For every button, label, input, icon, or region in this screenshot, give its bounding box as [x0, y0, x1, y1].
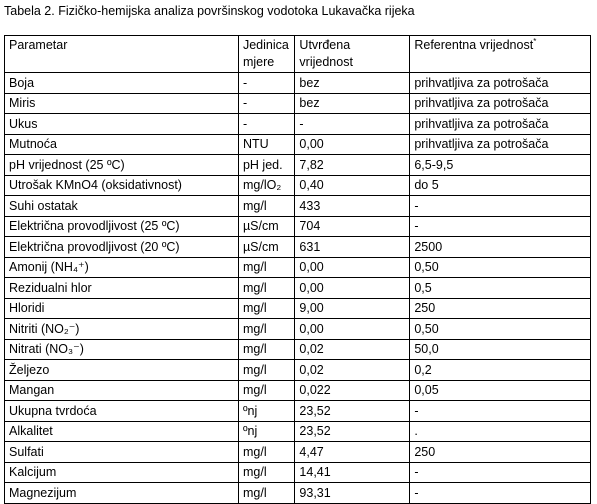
header-parameter-label: Parametar: [9, 38, 68, 52]
cell-unit: ºnj: [238, 401, 294, 422]
cell-value: 7,82: [295, 155, 410, 176]
cell-reference: 250: [410, 442, 591, 463]
cell-parameter: Rezidualni hlor: [5, 278, 239, 299]
header-reference-label-wrap: [414, 37, 586, 54]
cell-value: 23,52: [295, 401, 410, 422]
cell-parameter: Mangan: [5, 380, 239, 401]
cell-unit: mg/l: [238, 319, 294, 340]
cell-reference: 250: [410, 298, 591, 319]
table-row: [5, 196, 591, 217]
cell-reference: -: [410, 196, 591, 217]
cell-unit: mg/l: [238, 298, 294, 319]
table-row: [5, 155, 591, 176]
cell-parameter: Ukupna tvrdoća: [5, 401, 239, 422]
cell-value: 0,40: [295, 175, 410, 196]
cell-unit: -: [238, 93, 294, 114]
cell-reference: 0,5: [410, 278, 591, 299]
header-value: [295, 36, 410, 73]
cell-reference: prihvatljiva za potrošača: [410, 93, 591, 114]
cell-reference: -: [410, 216, 591, 237]
cell-reference: do 5: [410, 175, 591, 196]
cell-reference: -: [410, 483, 591, 504]
cell-reference: 0,2: [410, 360, 591, 381]
table-row: [5, 298, 591, 319]
header-unit-label-line1: Jedinica: [242, 38, 289, 52]
table-row: [5, 380, 591, 401]
header-reference-label: Referentna vrijednost: [414, 38, 534, 52]
header-value-label-line2: vrijednost: [299, 55, 353, 69]
cell-parameter: Suhi ostatak: [5, 196, 239, 217]
cell-unit: mg/l: [238, 278, 294, 299]
cell-unit: mg/l: [238, 483, 294, 504]
table-row: [5, 175, 591, 196]
cell-reference: 0,05: [410, 380, 591, 401]
cell-unit: mg/l: [238, 360, 294, 381]
cell-reference: prihvatljiva za potrošača: [410, 134, 591, 155]
cell-value: 433: [295, 196, 410, 217]
cell-value: 23,52: [295, 421, 410, 442]
cell-value: -: [295, 114, 410, 135]
cell-unit: µS/cm: [238, 237, 294, 258]
table-row: [5, 442, 591, 463]
cell-value: 4,47: [295, 442, 410, 463]
table-row: [5, 483, 591, 504]
cell-unit: mg/l: [238, 442, 294, 463]
table-header-row: [5, 36, 591, 73]
cell-reference: 0,50: [410, 257, 591, 278]
cell-value: 0,02: [295, 339, 410, 360]
cell-reference: prihvatljiva za potrošača: [410, 114, 591, 135]
table-row: [5, 278, 591, 299]
cell-parameter: Kalcijum: [5, 462, 239, 483]
cell-unit: pH jed.: [238, 155, 294, 176]
cell-parameter: Ukus: [5, 114, 239, 135]
cell-unit: -: [238, 73, 294, 94]
header-unit: [238, 36, 294, 73]
cell-value: 0,00: [295, 134, 410, 155]
table-row: [5, 421, 591, 442]
cell-parameter: pH vrijednost (25 ºC): [5, 155, 239, 176]
cell-reference: -: [410, 401, 591, 422]
cell-reference: 0,50: [410, 319, 591, 340]
cell-value: bez: [295, 73, 410, 94]
cell-value: 93,31: [295, 483, 410, 504]
cell-unit: mg/l: [238, 339, 294, 360]
cell-unit: mg/l: [238, 462, 294, 483]
cell-parameter: Hloridi: [5, 298, 239, 319]
table-caption: Tabela 2. Fizičko-hemijska analiza površinskog vodotoka Lukavačka rijeka: [4, 4, 415, 18]
cell-parameter: Sulfati: [5, 442, 239, 463]
cell-parameter: Amonij (NH₄⁺): [5, 257, 239, 278]
table-row: [5, 93, 591, 114]
table-row: [5, 360, 591, 381]
cell-reference: .: [410, 421, 591, 442]
cell-unit: ºnj: [238, 421, 294, 442]
table-row: [5, 73, 591, 94]
cell-reference: 2500: [410, 237, 591, 258]
cell-value: 0,00: [295, 319, 410, 340]
table-row: [5, 134, 591, 155]
cell-parameter: Utrošak KMnO4 (oksidativnost): [5, 175, 239, 196]
cell-parameter: Mutnoća: [5, 134, 239, 155]
table-row: [5, 319, 591, 340]
cell-reference: 6,5-9,5: [410, 155, 591, 176]
cell-value: 631: [295, 237, 410, 258]
cell-reference: prihvatljiva za potrošača: [410, 73, 591, 94]
cell-parameter: Boja: [5, 73, 239, 94]
cell-unit: mg/l: [238, 257, 294, 278]
header-unit-label-line2: mjere: [242, 55, 275, 69]
table-row: [5, 216, 591, 237]
cell-value: 704: [295, 216, 410, 237]
cell-parameter: Miris: [5, 93, 239, 114]
cell-unit: mg/lO₂: [238, 175, 294, 196]
header-value-label-line1: Utvrđena: [299, 38, 351, 52]
cell-unit: µS/cm: [238, 216, 294, 237]
cell-parameter: Alkalitet: [5, 421, 239, 442]
cell-value: 0,00: [295, 257, 410, 278]
cell-parameter: Nitriti (NO₂⁻): [5, 319, 239, 340]
table-row: [5, 401, 591, 422]
cell-reference: 50,0: [410, 339, 591, 360]
cell-parameter: Električna provodljivost (20 ºC): [5, 237, 239, 258]
cell-value: 0,02: [295, 360, 410, 381]
cell-value: 9,00: [295, 298, 410, 319]
header-parameter: [5, 36, 239, 73]
table-row: [5, 237, 591, 258]
header-reference: [410, 36, 591, 73]
analysis-table: [4, 35, 591, 504]
cell-value: bez: [295, 93, 410, 114]
cell-parameter: Električna provodljivost (25 ºC): [5, 216, 239, 237]
cell-unit: mg/l: [238, 196, 294, 217]
cell-unit: NTU: [238, 134, 294, 155]
cell-unit: -: [238, 114, 294, 135]
cell-parameter: Željezo: [5, 360, 239, 381]
cell-unit: mg/l: [238, 380, 294, 401]
cell-parameter: Magnezijum: [5, 483, 239, 504]
cell-parameter: Nitrati (NO₃⁻): [5, 339, 239, 360]
table-row: [5, 462, 591, 483]
reference-footnote-mark: *: [533, 36, 537, 46]
cell-reference: -: [410, 462, 591, 483]
cell-value: 0,022: [295, 380, 410, 401]
table-row: [5, 257, 591, 278]
cell-value: 0,00: [295, 278, 410, 299]
table-row: [5, 339, 591, 360]
cell-value: 14,41: [295, 462, 410, 483]
table-row: [5, 114, 591, 135]
